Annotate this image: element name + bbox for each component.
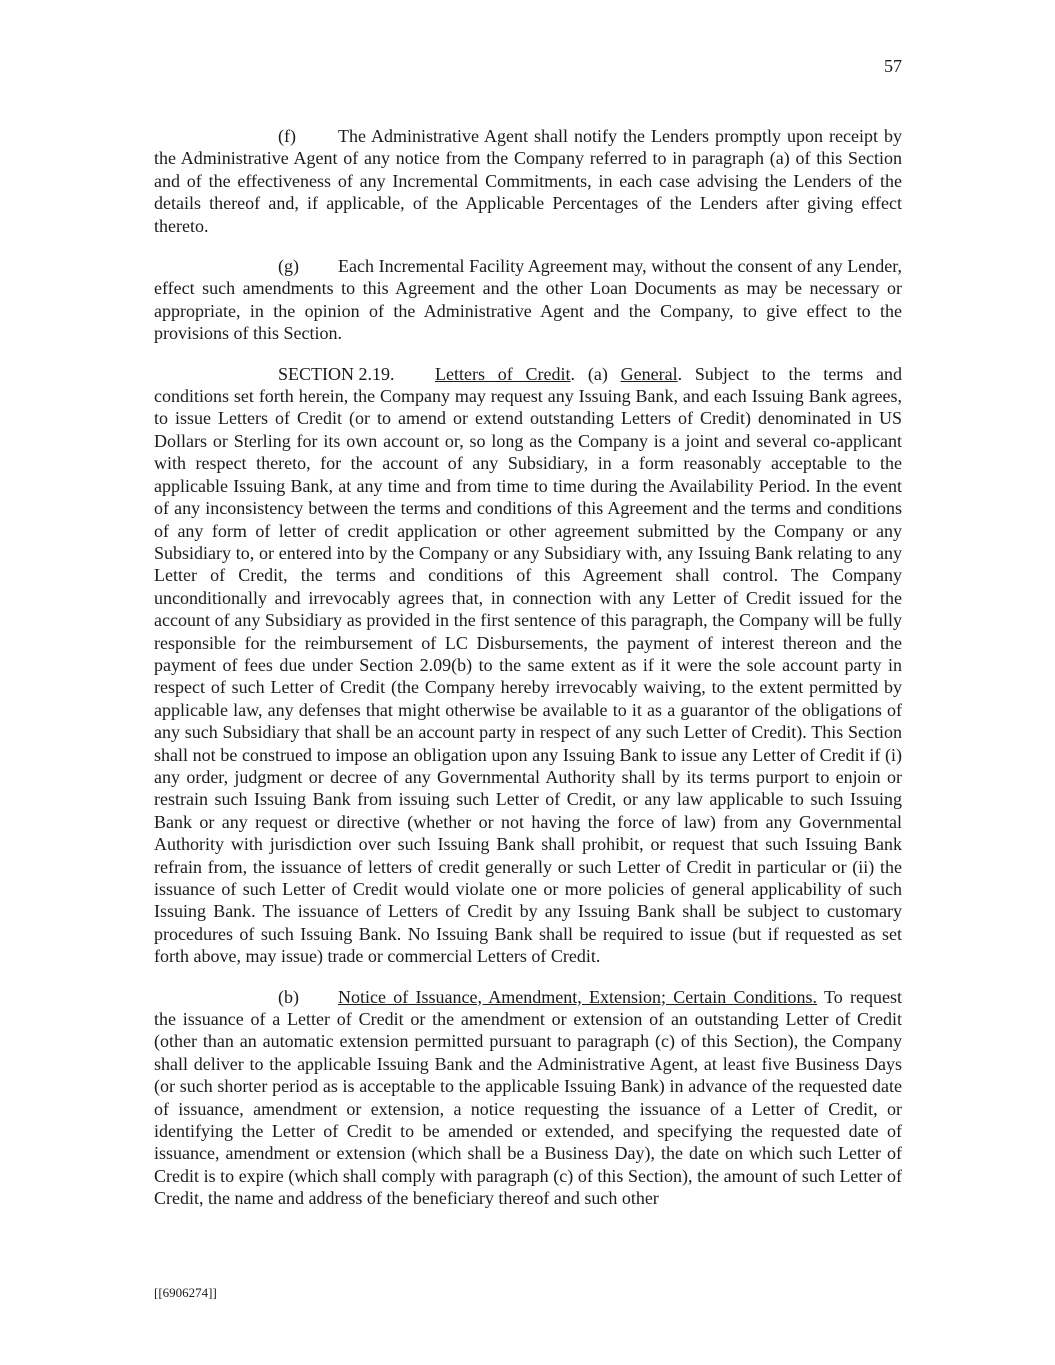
section-2-19-label: SECTION 2.19. bbox=[278, 363, 395, 384]
document-id-footer: [[6906274]] bbox=[154, 1285, 217, 1300]
section-2-19-subclause-marker: . (a) bbox=[570, 363, 621, 384]
page-number: 57 bbox=[884, 56, 902, 76]
document-body bbox=[154, 125, 902, 1228]
paragraph-g-label: (g) bbox=[278, 256, 299, 277]
paragraph-b-heading: Notice of Issuance, Amendment, Extension; Certain Conditions. bbox=[338, 986, 818, 1007]
paragraph-f bbox=[154, 125, 902, 237]
section-2-19-text: . Subject to the terms and conditions set forth herein, the Company may request any Issuing Bank, and each Issuing Bank agrees, to issue Letters of Credit (or to amend or extend outstanding Letters of Credit) denominated in US Dollars or Sterling for its own account or, so long as the Company is a joint and several co-applicant with respect thereto, for the account of any Subsidiary, in a form reasonably acceptable to the applicable Issuing Bank, at any time and from time to time during the Availability Period. In the event of any inconsistency between the terms and conditions of this Agreement and the terms and conditions of any form of letter of credit application or other agreement submitted by the Company or any Subsidiary to, or entered into by the Company or any Subsidiary with, any Issuing Bank relating to any Letter of Credit, the terms and conditions of this Agreement shall control. The Company unconditionally and irrevocably agrees that, in connection with any Letter of Credit issued for the account of any Subsidiary as provided in the first sentence of this paragraph, the Company will be fully responsible for the reimbursement of LC Disbursements, the payment of interest thereon and the payment of fees due under Section 2.09(b) to the same extent as if it were the sole account party in respect of such Letter of Credit (the Company hereby irrevocably waiving, to the extent permitted by applicable law, any defenses that might otherwise be available to it as a guarantor of the obligations of any such Subsidiary that shall be an account party in respect of any such Letter of Credit). This Section shall not be construed to impose an obligation upon any Issuing Bank to issue any Letter of Credit if (i) any order, judgment or decree of any Governmental Authority shall by its terms purport to enjoin or restrain such Issuing Bank from issuing such Letter of Credit, or any law applicable to such Issuing Bank or any request or directive (whether or not having the force of law) from any Governmental Authority with jurisdiction over such Issuing Bank shall prohibit, or request that such Issuing Bank refrain from, the issuance of letters of credit generally or such Letter of Credit in particular or (ii) the issuance of such Letter of Credit would violate one or more policies of general applicability of such Issuing Bank. The issuance of Letters of Credit by any Issuing Bank shall be subject to customary procedures of such Issuing Bank. No Issuing Bank shall be required to issue (but if requested as set forth above, may issue) trade or commercial Letters of Credit. bbox=[154, 363, 902, 967]
paragraph-g-text: Each Incremental Facility Agreement may, without the consent of any Lender, effect such amendments to this Agreement and the other Loan Documents as may be necessary or appropriate, in the opinion of the Administrative Agent and the Company, to give effect to the provisions of this Section. bbox=[154, 256, 902, 344]
paragraph-b-text: To request the issuance of a Letter of Credit or the amendment or extension of an outstanding Letter of Credit (other than an automatic extension permitted pursuant to paragraph (c) of this Section), the Company shall deliver to the applicable Issuing Bank and the Administrative Agent, at least five Business Days (or such shorter period as is acceptable to the applicable Issuing Bank) in advance of the requested date of issuance, amendment or extension, a notice requesting the issuance of a Letter of Credit, or identifying the Letter of Credit to be amended or extended, and specifying the requested date of issuance, amendment or extension (which shall be a Business Day), the date on which such Letter of Credit is to expire (which shall comply with paragraph (c) of this Section), the amount of such Letter of Credit, the name and address of the beneficiary thereof and such other bbox=[154, 986, 902, 1209]
section-2-19-title: Letters of Credit bbox=[435, 363, 571, 384]
paragraph-f-label: (f) bbox=[278, 126, 296, 146]
paragraph-g bbox=[154, 255, 902, 345]
paragraph-section-2-19 bbox=[154, 363, 902, 968]
paragraph-f-text: The Administrative Agent shall notify the Lenders promptly upon receipt by the Administrative Agent of any notice from the Company referred to in paragraph (a) of this Section and of the effectiveness of any Incremental Commitments, in each case advising the Lenders of the details thereof and, if applicable, of the Applicable Percentages of the Lenders after giving effect thereto. bbox=[154, 126, 902, 236]
paragraph-b-label: (b) bbox=[278, 986, 299, 1007]
paragraph-b bbox=[154, 986, 902, 1210]
section-2-19-general-heading: General bbox=[620, 363, 678, 384]
